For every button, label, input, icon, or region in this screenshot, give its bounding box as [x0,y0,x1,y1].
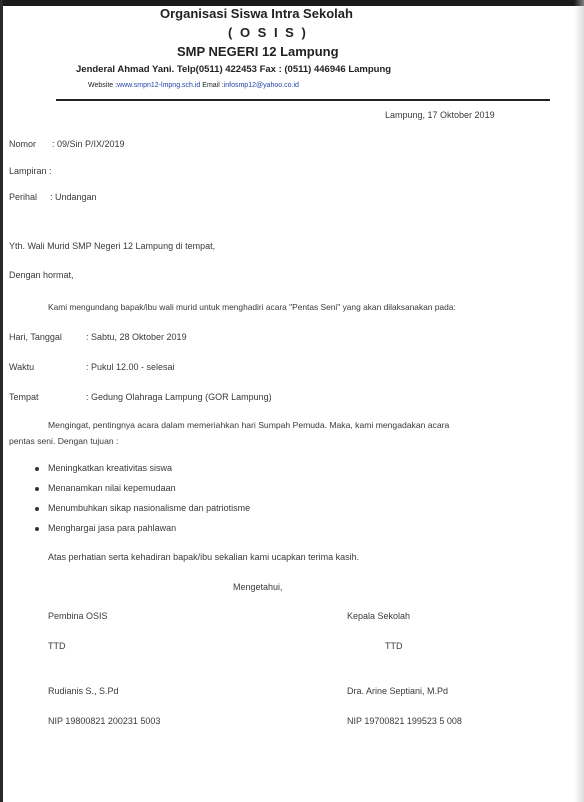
goal-item: Meningkatkan kreativitas siswa [48,463,173,473]
bullet-icon [35,467,39,471]
email-link[interactable]: infosmp12@yahoo.co.id [223,82,299,89]
website-link[interactable]: www.smpn12-lmpng.sch.id [117,82,201,89]
intro-paragraph: Kami mengundang bapak/ibu wali murid untuk menghadiri acara "Pentas Seni" yang akan dilaksanakan pada: [48,302,456,312]
time-value: : Pukul 12.00 - selesai [86,362,175,372]
date-value: : Sabtu, 28 Oktober 2019 [86,332,187,342]
bullet-icon [35,527,39,531]
perihal-value: : Undangan [50,192,97,202]
nomor-value: : 09/Sin P/IX/2019 [52,139,125,149]
org-abbreviation: ( O S I S ) [228,25,308,40]
website-label: Website : [88,82,118,89]
greeting: Dengan hormat, [9,270,74,280]
bullet-icon [35,487,39,491]
school-name: SMP NEGERI 12 Lampung [177,44,339,59]
place-label: Tempat [9,392,39,402]
place-date: Lampung, 17 Oktober 2019 [385,110,495,120]
closing-paragraph: Atas perhatian serta kehadiran bapak/ibu sekalian kami ucapkan terima kasih. [48,552,360,562]
acknowledged-label: Mengetahui, [233,582,283,592]
nomor-label: Nomor [9,139,37,149]
left-border [0,0,3,802]
right-signatory-nip: NIP 19700821 199523 5 008 [347,716,462,726]
goal-item: Menanamkan nilai kepemudaan [48,483,176,493]
date-label: Hari, Tanggal [9,332,62,342]
left-signatory-title: Pembina OSIS [48,611,108,621]
left-signature: TTD [48,641,66,651]
left-signatory-name: Rudianis S., S.Pd [48,686,119,696]
perihal-label: Perihal [9,192,38,202]
right-shadow [574,0,584,802]
goal-item: Menghargai jasa para pahlawan [48,523,177,533]
contact-line [88,82,299,89]
purpose-line-2: pentas seni. Dengan tujuan : [9,436,119,446]
letterhead-rule [56,99,550,101]
goal-item: Menumbuhkan sikap nasionalisme dan patriotisme [48,503,251,513]
purpose-line-1: Mengingat, pentingnya acara dalam memeriahkan hari Sumpah Pemuda. Maka, kami mengadakan acara [48,420,450,430]
email-label: Email : [202,82,224,89]
school-address: Jenderal Ahmad Yani. Telp(0511) 422453 Fax : (0511) 446946 Lampung [76,64,392,75]
left-signatory-nip: NIP 19800821 200231 5003 [48,716,161,726]
right-signatory-title: Kepala Sekolah [347,611,411,621]
right-signature: TTD [385,641,403,651]
org-name: Organisasi Siswa Intra Sekolah [160,6,353,21]
recipient: Yth. Wali Murid SMP Negeri 12 Lampung di tempat, [9,241,216,251]
time-label: Waktu [9,362,35,372]
place-value: : Gedung Olahraga Lampung (GOR Lampung) [86,392,272,402]
bullet-icon [35,507,39,511]
right-signatory-name: Dra. Arine Septiani, M.Pd [347,686,449,696]
lampiran-label: Lampiran : [9,166,52,176]
